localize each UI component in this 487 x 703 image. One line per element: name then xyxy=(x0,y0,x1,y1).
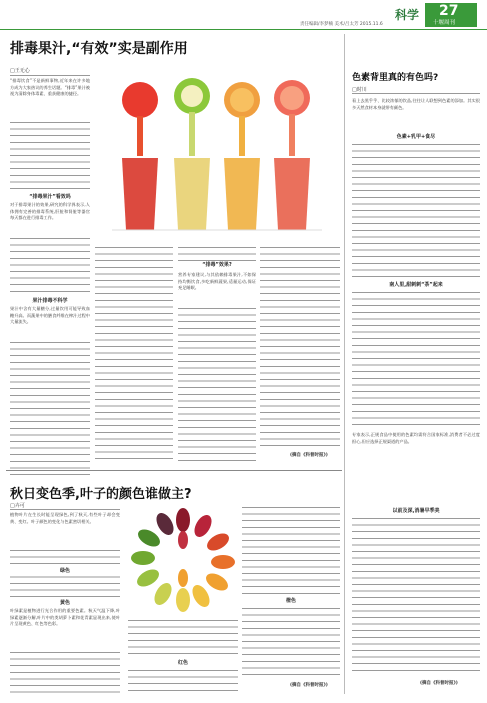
bottom-article-filler xyxy=(128,668,238,695)
bottom-article-filler xyxy=(10,650,120,695)
subheading: 色素+乳甲+食尽 xyxy=(396,134,436,140)
header-meta: 责任编辑/李梦楠 美术/吕太芳 2015.11.6 xyxy=(300,22,383,27)
bottom-article-author: □卉可 xyxy=(10,503,25,509)
article-title: 排毒果汁,“有效”实是副作用 xyxy=(10,41,188,57)
article-body-p2: 对于排毒果汁的效果,研究的科学界表示,人体拥有完善的排毒系统,肝脏和肾脏等器官每天都在进行排毒工作。 xyxy=(10,202,90,221)
article-body-filler xyxy=(95,245,173,465)
article-author: □王无心 xyxy=(10,68,30,74)
subheading: 绿色 xyxy=(10,568,120,575)
bottom-article-p2: 叶绿素是植物进行光合作用的重要色素。秋天气温下降,叶绿素逐渐分解,叶片中的类胡萝卜素和花青素显现出来,使叶片呈现黄色、红色等色彩。 xyxy=(10,608,120,627)
divider xyxy=(10,509,120,510)
side-article-source: (摘自《科普时报》) xyxy=(420,681,458,686)
section-divider xyxy=(6,470,342,471)
article-body-filler xyxy=(10,120,90,192)
side-article-filler xyxy=(352,142,480,278)
subheading: 橙色 xyxy=(285,598,296,604)
article-body-filler xyxy=(178,306,256,466)
juice-glasses-photo xyxy=(92,70,332,240)
subheading: “排毒”效果? xyxy=(202,262,232,268)
bottom-article-filler xyxy=(242,606,340,678)
subheading: 红色 xyxy=(177,660,188,666)
side-article-title: 色素背里真的有色吗? xyxy=(352,73,439,83)
bottom-article-filler xyxy=(128,618,238,658)
side-article-filler xyxy=(352,290,480,430)
subheading: 黄色 xyxy=(59,600,70,606)
side-article-p1: 看上去黑乎乎、比较浓郁的饮品,往往让人联想到色素的添加。其实很多天然食材本身就带有颜色。 xyxy=(352,98,480,110)
subheading: 南人里,甜刺刺“茶”起来 xyxy=(389,282,443,288)
autumn-leaves-photo xyxy=(128,505,238,615)
page-number-badge xyxy=(425,3,477,27)
article-body-p1: “排毒饮食”不是新鲜事物,近年来在许多地方成为大家热议的养生话题。“排毒”果汁被视为清除身体毒素、重获健康的捷径。 xyxy=(10,78,90,97)
subheading: 果汁排毒不科学 xyxy=(32,298,68,304)
bottom-article-filler xyxy=(242,505,340,595)
section-title: 科学 xyxy=(395,8,420,22)
article-body-filler xyxy=(260,245,340,450)
side-article-p2: 专家表示,正规食品中使用的色素均需符合国家标准,消费者不必过度担心,但应选择正规渠道的产品。 xyxy=(352,432,480,444)
article-body-filler xyxy=(178,245,256,261)
article-body-p3: 果汁中含有大量糖分,过量饮用可能导致血糖升高。而蔬果中的膳食纤维在榨汁过程中大量流失。 xyxy=(10,306,90,325)
column-divider xyxy=(344,34,345,694)
divider xyxy=(10,75,90,76)
article-body-p4: 营养专家建议,与其依赖排毒果汁,不如保持均衡饮食,多吃新鲜蔬果,适量运动,保证充足睡眠。 xyxy=(178,272,256,291)
article-body-filler xyxy=(10,340,90,480)
bottom-article-p1: 植物叶片在生长时能呈现绿色,到了秋天,有些叶子却会变黄、变红。叶子颜色的变化与色素密切相关。 xyxy=(10,512,120,524)
bottom-article-title: 秋日变色季,叶子的颜色谁做主? xyxy=(10,487,192,502)
page-number: 27 xyxy=(439,3,459,19)
article-source: (摘自《科普时报》) xyxy=(290,453,328,458)
side-article-author: □时川 xyxy=(352,87,367,93)
edition-label: 十堰周刊 xyxy=(433,20,456,26)
header-rule xyxy=(0,29,487,30)
divider xyxy=(352,93,480,94)
bottom-article-source: (摘自《科普时报》) xyxy=(290,683,328,688)
side-article-filler xyxy=(352,516,480,676)
article-body-filler xyxy=(10,236,90,296)
subheading: 以前及深,消暑早季美 xyxy=(392,508,440,514)
subheading: “排毒果汁”看效吗 xyxy=(29,194,71,200)
